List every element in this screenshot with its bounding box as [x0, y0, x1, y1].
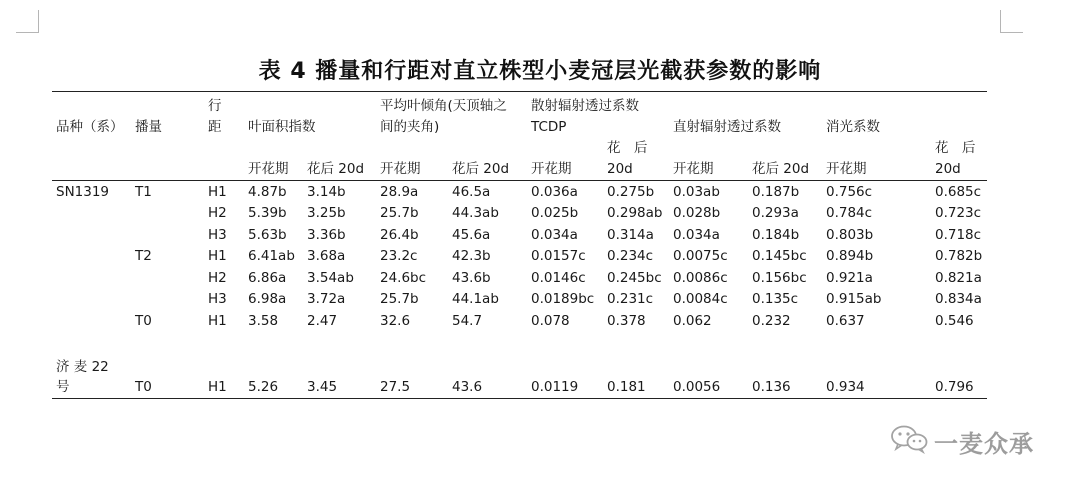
table-cell: 3.54ab [307, 270, 354, 286]
table-cell: 0.934 [826, 379, 865, 395]
table-cell: 42.3b [452, 248, 491, 264]
table-cell: 0.298ab [607, 205, 663, 221]
table-cell: 0.275b [607, 184, 655, 200]
header-lai-flowering: 开花期 [248, 161, 289, 177]
table-cell: 0.685c [935, 184, 982, 200]
header-lai-after20: 花后 20d [307, 161, 365, 177]
table-top-rule [52, 91, 987, 92]
table-cell: 0.145bc [752, 248, 807, 264]
wechat-icon [890, 424, 928, 458]
rate-t1: T1 [135, 184, 152, 200]
table-cell: 44.1ab [452, 291, 499, 307]
table-cell: 0.0056 [673, 379, 721, 395]
table-bottom-rule [52, 398, 987, 399]
table-cell: 0.756c [826, 184, 873, 200]
header-direct-transmission: 直射辐射透过系数 [673, 119, 781, 135]
rate-t2: T2 [135, 248, 152, 264]
table-cell: 0.156bc [752, 270, 807, 286]
table-cell: 24.6bc [380, 270, 427, 286]
variety-jimai22-line2: 号 [56, 379, 70, 395]
table-cell: 0.135c [752, 291, 799, 307]
header-tcdp-after20-line1: 花 后 [607, 140, 648, 156]
table-header-rule [52, 180, 987, 181]
header-extinction-after20-line1: 花 后 [935, 140, 976, 156]
table-cell: 3.72a [307, 291, 346, 307]
row-spacing-cell: H2 [208, 270, 227, 286]
header-direct-flowering: 开花期 [673, 161, 714, 177]
row-spacing-cell: H3 [208, 291, 227, 307]
header-sowing-rate: 播量 [135, 119, 162, 135]
table-cell: 0.062 [673, 313, 712, 329]
table-cell: 0.078 [531, 313, 570, 329]
variety-jimai22-line1: 济 麦 22 [56, 359, 109, 375]
table-cell: 3.14b [307, 184, 346, 200]
table-cell: 3.25b [307, 205, 346, 221]
table-cell: 0.187b [752, 184, 800, 200]
table-cell: 43.6b [452, 270, 491, 286]
table-cell: 0.0157c [531, 248, 586, 264]
table-cell: 0.821a [935, 270, 982, 286]
table-cell: 6.86a [248, 270, 287, 286]
header-leaf-angle-line2: 间的夹角) [380, 119, 440, 135]
header-variety: 品种（系） [56, 119, 124, 135]
table-cell: 3.68a [307, 248, 346, 264]
table-cell: 0.231c [607, 291, 654, 307]
table-cell: 26.4b [380, 227, 419, 243]
wechat-watermark [890, 424, 1034, 458]
header-extinction-after20-line2: 20d [935, 161, 961, 177]
table-cell: 4.87b [248, 184, 287, 200]
table-cell: 25.7b [380, 205, 419, 221]
header-extinction-flowering: 开花期 [826, 161, 867, 177]
table-cell: 5.39b [248, 205, 287, 221]
table-cell: 3.45 [307, 379, 338, 395]
table-cell: 0.637 [826, 313, 865, 329]
table-cell: 0.546 [935, 313, 974, 329]
table-cell: 28.9a [380, 184, 419, 200]
table-cell: 6.41ab [248, 248, 295, 264]
table-cell: 0.234c [607, 248, 654, 264]
table-cell: 0.723c [935, 205, 982, 221]
page-corner-mark-top-left [16, 10, 39, 33]
header-angle-after20: 花后 20d [452, 161, 510, 177]
table-cell: 0.0146c [531, 270, 586, 286]
table-cell: 0.034a [673, 227, 720, 243]
table-cell: 5.63b [248, 227, 287, 243]
header-direct-after20: 花后 20d [752, 161, 810, 177]
table-cell: 5.26 [248, 379, 279, 395]
row-spacing-cell: H3 [208, 227, 227, 243]
table-cell: 0.03ab [673, 184, 720, 200]
table-cell: 0.718c [935, 227, 982, 243]
header-tcdp-line2: TCDP [531, 119, 567, 135]
table-cell: 0.0075c [673, 248, 728, 264]
table-cell: 6.98a [248, 291, 287, 307]
table-cell: 0.034a [531, 227, 578, 243]
row-spacing-cell: H1 [208, 184, 227, 200]
table-cell: 0.245bc [607, 270, 662, 286]
header-lai: 叶面积指数 [248, 119, 316, 135]
header-row-spacing-line1: 行 [208, 98, 222, 114]
table-cell: 0.894b [826, 248, 874, 264]
table-cell: 0.181 [607, 379, 646, 395]
table-cell: 0.0086c [673, 270, 728, 286]
table-cell: 3.58 [248, 313, 279, 329]
table-cell: 0.834a [935, 291, 982, 307]
row-spacing-cell: H1 [208, 248, 227, 264]
header-extinction: 消光系数 [826, 119, 880, 135]
table-cell: 0.025b [531, 205, 579, 221]
table-cell: 43.6 [452, 379, 483, 395]
table-cell: 0.028b [673, 205, 721, 221]
table-cell: 0.184b [752, 227, 800, 243]
table-cell: 0.293a [752, 205, 799, 221]
table-cell: 0.782b [935, 248, 983, 264]
rate-t0-jimai: T0 [135, 379, 152, 395]
table-cell: 0.796 [935, 379, 974, 395]
table-cell: 0.378 [607, 313, 646, 329]
table-cell: 44.3ab [452, 205, 499, 221]
table-cell: 0.784c [826, 205, 873, 221]
table-cell: 25.7b [380, 291, 419, 307]
table-cell: 46.5a [452, 184, 491, 200]
table-cell: 3.36b [307, 227, 346, 243]
table-cell: 32.6 [380, 313, 411, 329]
header-angle-flowering: 开花期 [380, 161, 421, 177]
table-cell: 0.0084c [673, 291, 728, 307]
table-cell: 0.314a [607, 227, 654, 243]
rate-t0: T0 [135, 313, 152, 329]
table-cell: 0.803b [826, 227, 874, 243]
header-tcdp-after20-line2: 20d [607, 161, 633, 177]
header-leaf-angle-line1: 平均叶倾角(天顶轴之 [380, 98, 507, 114]
table-cell: 0.036a [531, 184, 578, 200]
header-tcdp-line1: 散射辐射透过系数 [531, 98, 639, 114]
header-row-spacing-line2: 距 [208, 119, 222, 135]
table-cell: 54.7 [452, 313, 483, 329]
variety-sn1319: SN1319 [56, 184, 110, 200]
row-spacing-cell: H1 [208, 313, 227, 329]
row-spacing-cell: H2 [208, 205, 227, 221]
table-cell: 0.0189bc [531, 291, 595, 307]
table-cell: 0.232 [752, 313, 791, 329]
table-cell: 2.47 [307, 313, 338, 329]
table-cell: 0.136 [752, 379, 791, 395]
watermark-text: 一麦众承 [934, 429, 1034, 458]
header-tcdp-flowering: 开花期 [531, 161, 572, 177]
table-cell: 27.5 [380, 379, 411, 395]
table-cell: 0.915ab [826, 291, 882, 307]
table-cell: 45.6a [452, 227, 491, 243]
table-cell: 23.2c [380, 248, 418, 264]
table-title: 表 4 播量和行距对直立株型小麦冠层光截获参数的影响 [258, 59, 822, 84]
row-spacing-cell: H1 [208, 379, 227, 395]
table-cell: 0.921a [826, 270, 873, 286]
page-corner-mark-top-right [1000, 10, 1023, 33]
table-cell: 0.0119 [531, 379, 579, 395]
